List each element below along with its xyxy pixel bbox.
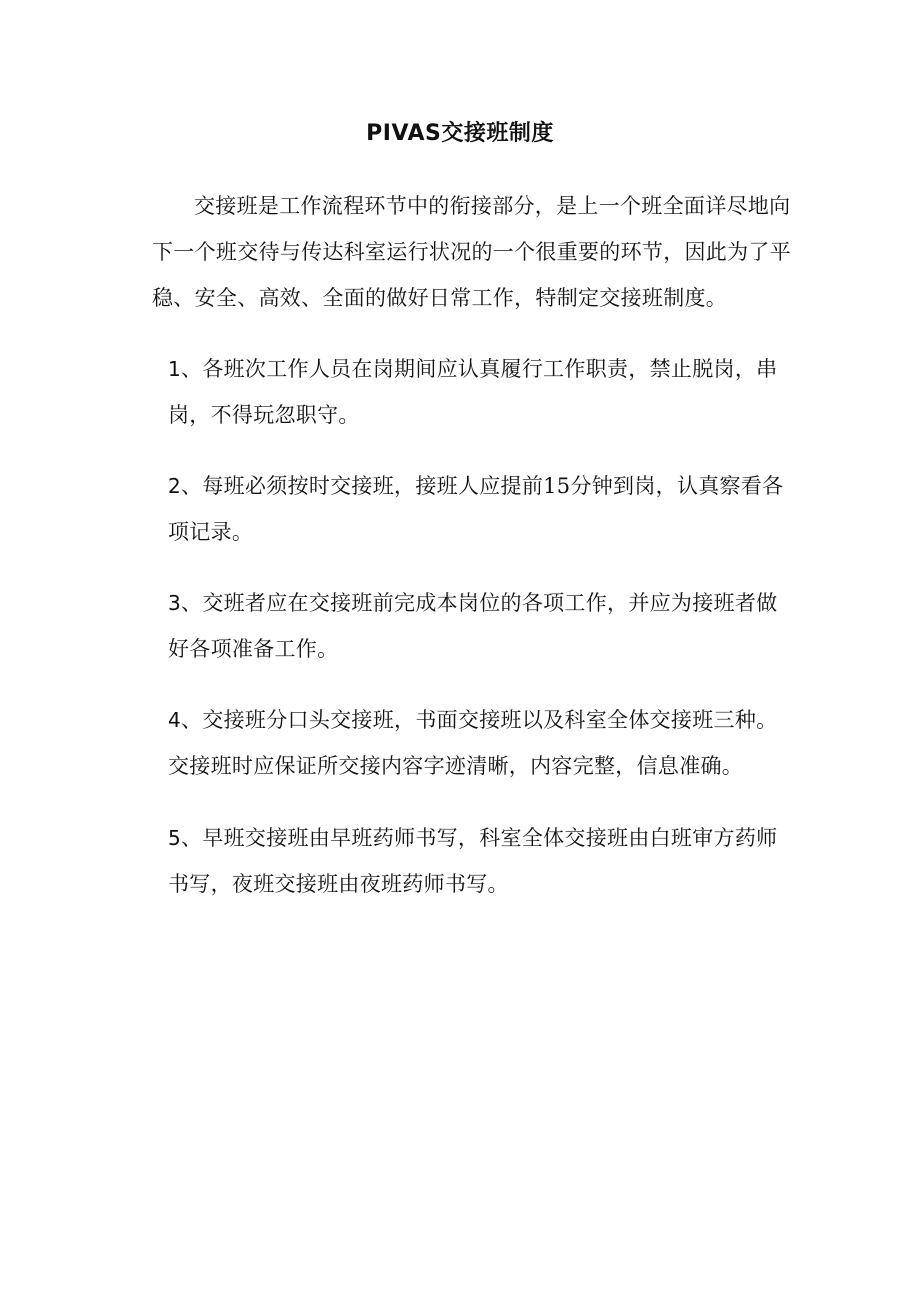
rule-text: 、各班次工作人员在岗期间应认真履行工作职责，禁止脱岗，串岗，不得玩忽职守。 (168, 357, 778, 427)
rule-text: 、交接班分口头交接班，书面交接班以及科室全体交接班三种。交接班时应保证所交接内容字迹清晰，内容完整，信息准确。 (168, 708, 778, 778)
rule-text: 、交班者应在交接班前完成本岗位的各项工作，并应为接班者做好各项准备工作。 (168, 591, 778, 661)
document-title: PIVAS交接班制度 (366, 121, 554, 146)
rule-number: 2 (168, 474, 182, 498)
rule-text: 、早班交接班由早班药师书写，科室全体交接班由白班审方药师书写，夜班交接班由夜班药师书写。 (168, 826, 778, 896)
rule-item-5 (168, 815, 794, 907)
rule-item-3 (168, 580, 794, 672)
rule-number: 5 (168, 826, 182, 850)
rule-item-2 (168, 463, 794, 555)
rule-item-4 (168, 697, 794, 789)
intro-paragraph: 交接班是工作流程环节中的衔接部分，是上一个班全面详尽地向下一个班交待与传达科室运行状况的一个很重要的环节，因此为了平稳、安全、高效、全面的做好日常工作，特制定交接班制度。 (152, 194, 791, 310)
rule-text: 、每班必须按时交接班，接班人应提前15分钟到岗，认真察看各项记录。 (168, 474, 784, 544)
rule-number: 1 (168, 357, 182, 381)
rule-number: 4 (168, 708, 182, 732)
rule-number: 3 (168, 591, 182, 615)
rule-item-1 (168, 346, 794, 438)
